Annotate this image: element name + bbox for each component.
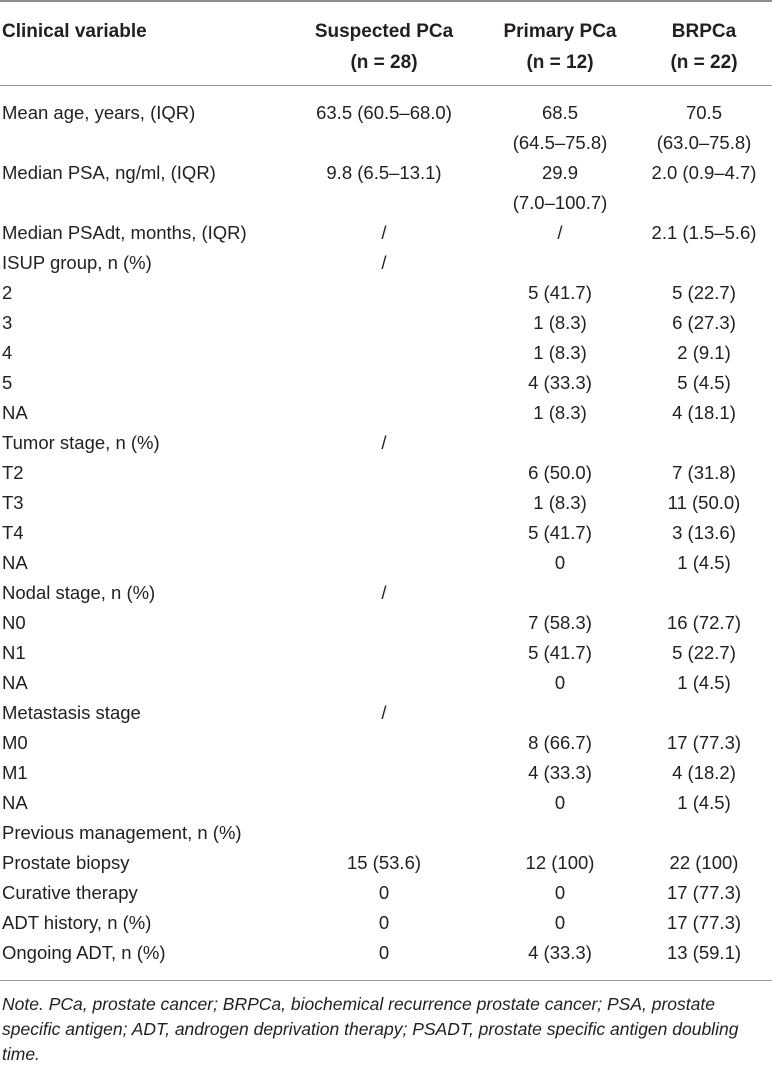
cell-suspected [296,908,472,938]
cell-brpca [636,668,772,698]
table-row [0,908,772,938]
cell-suspected [296,428,472,458]
header-clinical-variable: Clinical variable [2,21,147,42]
table-row [0,608,772,638]
row-label: NA [2,792,28,813]
cell-line: 0 [554,672,566,693]
table-row [0,668,772,698]
cell-brpca [636,938,772,968]
cell-line: / [381,222,387,243]
cell-line: 3 (13.6) [672,522,736,543]
header-primary-pca: Primary PCa (n = 12) [503,21,617,73]
cell-brpca [636,98,772,158]
cell-line: / [381,252,387,273]
cell-brpca [636,548,772,578]
row-label: 2 [2,282,13,303]
cell-line: 17 (77.3) [666,912,742,933]
table-row [0,518,772,548]
table-row [0,818,772,848]
cell-primary [484,938,636,968]
table-row [0,218,772,248]
cell-primary [484,338,636,368]
cell-line: 5 (22.7) [672,282,736,303]
cell-brpca [636,338,772,368]
row-label: ADT history, n (%) [2,912,152,933]
cell-suspected [296,698,472,728]
cell-line: 5 (4.5) [677,372,731,393]
cell-line: 7 (58.3) [528,612,592,633]
cell-suspected [296,578,472,608]
cell-primary [484,878,636,908]
cell-primary [484,638,636,668]
cell-line: 5 (22.7) [672,642,736,663]
row-label: T4 [2,522,24,543]
cell-primary [484,758,636,788]
cell-primary [484,368,636,398]
cell-line: 1 (4.5) [677,792,731,813]
table-row [0,308,772,338]
cell-primary [484,218,636,248]
table-row [0,338,772,368]
row-label: M1 [2,762,28,783]
header-suspected-pca: Suspected PCa (n = 28) [314,21,454,73]
cell-line: 15 (53.6) [346,852,422,873]
cell-brpca [636,398,772,428]
cell-line: (7.0–100.7) [512,192,608,213]
row-label: Metastasis stage [2,702,141,723]
cell-suspected [296,98,472,128]
row-label: 3 [2,312,13,333]
row-label: Median PSAdt, months, (IQR) [2,222,247,243]
cell-line: 2.0 (0.9–4.7) [651,162,757,183]
cell-line: 0 [378,912,390,933]
row-label: NA [2,672,28,693]
table-row [0,98,772,158]
cell-suspected [296,848,472,878]
cell-suspected [296,878,472,908]
cell-primary [484,668,636,698]
cell-line: (63.0–75.8) [656,132,752,153]
cell-primary [484,158,636,218]
cell-line: 0 [554,792,566,813]
row-label: T2 [2,462,24,483]
cell-line: 6 (50.0) [528,462,592,483]
table-row [0,788,772,818]
cell-primary [484,548,636,578]
table-row [0,848,772,878]
cell-brpca [636,458,772,488]
table-row [0,398,772,428]
cell-line: 4 (18.1) [672,402,736,423]
cell-line: 1 (4.5) [677,672,731,693]
cell-brpca [636,368,772,398]
cell-line: 2 (9.1) [677,342,731,363]
row-label: T3 [2,492,24,513]
table-row [0,158,772,218]
table-row [0,728,772,758]
table-row [0,488,772,518]
table-bottom-rule [0,980,772,981]
cell-line: 0 [554,552,566,573]
row-label: NA [2,402,28,423]
cell-line: 6 (27.3) [672,312,736,333]
cell-primary [484,278,636,308]
cell-line: 5 (41.7) [528,282,592,303]
row-label: Tumor stage, n (%) [2,432,160,453]
cell-line: 0 [378,942,390,963]
cell-line: 63.5 (60.5–68.0) [316,102,452,123]
cell-line: 22 (100) [669,852,739,873]
table-row [0,578,772,608]
table-note: Note. PCa, prostate cancer; BRPCa, biochemical recurrence prostate cancer; PSA, prostate specific antigen; ADT, androgen deprivation therapy; PSADT, prostate specific antigen doubling time. [2,994,739,1064]
cell-line: 4 (33.3) [528,942,592,963]
row-label: 4 [2,342,13,363]
cell-brpca [636,638,772,668]
cell-line: 4 (18.2) [672,762,736,783]
row-label: Nodal stage, n (%) [2,582,156,603]
row-label: Median PSA, ng/ml, (IQR) [2,162,216,183]
cell-suspected [296,938,472,968]
table-row [0,698,772,728]
cell-primary [484,518,636,548]
cell-line: 13 (59.1) [666,942,742,963]
cell-brpca [636,218,772,248]
cell-brpca [636,878,772,908]
cell-line: 8 (66.7) [528,732,592,753]
cell-line: 4 (33.3) [528,762,592,783]
cell-line: / [381,432,387,453]
table-top-rule [0,0,772,2]
cell-line: 70.5 [685,102,722,123]
cell-line: / [381,702,387,723]
table-row [0,278,772,308]
cell-line: 1 (8.3) [533,342,587,363]
cell-line: 12 (100) [525,852,595,873]
table-row [0,758,772,788]
row-label: Curative therapy [2,882,138,903]
table-row [0,248,772,278]
cell-line: 4 (33.3) [528,372,592,393]
row-label: NA [2,552,28,573]
cell-line: 16 (72.7) [666,612,742,633]
cell-line: 1 (8.3) [533,492,587,513]
cell-primary [484,848,636,878]
cell-line: 11 (50.0) [667,492,741,513]
cell-suspected [296,218,472,248]
cell-line: 2.1 (1.5–5.6) [651,222,757,243]
row-label: 5 [2,372,13,393]
cell-primary [484,398,636,428]
row-label: Mean age, years, (IQR) [2,102,196,123]
cell-line: (64.5–75.8) [512,132,608,153]
cell-brpca [636,308,772,338]
row-label: Ongoing ADT, n (%) [2,942,166,963]
cell-primary [484,728,636,758]
cell-line: 29.9 [541,162,578,183]
cell-line: 5 (41.7) [528,642,592,663]
cell-brpca [636,608,772,638]
cell-primary [484,458,636,488]
cell-brpca [636,848,772,878]
row-label: Prostate biopsy [2,852,130,873]
cell-primary [484,308,636,338]
row-label: N1 [2,642,26,663]
row-label: M0 [2,732,28,753]
cell-primary [484,98,636,158]
table-row [0,458,772,488]
cell-line: 17 (77.3) [666,882,742,903]
cell-line: 5 (41.7) [528,522,592,543]
cell-line: 17 (77.3) [666,732,742,753]
row-label: ISUP group, n (%) [2,252,152,273]
cell-brpca [636,758,772,788]
cell-brpca [636,788,772,818]
cell-brpca [636,158,772,188]
cell-line: 0 [378,882,390,903]
row-label: N0 [2,612,26,633]
table-row [0,428,772,458]
cell-line: / [557,222,563,243]
cell-brpca [636,518,772,548]
table-row [0,938,772,968]
cell-primary [484,488,636,518]
cell-suspected [296,158,472,188]
header-rule [0,85,772,86]
cell-line: 9.8 (6.5–13.1) [326,162,442,183]
table-row [0,638,772,668]
header-brpca: BRPCa (n = 22) [670,21,738,73]
cell-line: 7 (31.8) [672,462,736,483]
cell-primary [484,788,636,818]
cell-primary [484,908,636,938]
cell-line: 68.5 [541,102,578,123]
cell-primary [484,608,636,638]
cell-suspected [296,248,472,278]
table-row [0,368,772,398]
table-body [0,98,772,968]
cell-brpca [636,488,772,518]
cell-line: 0 [554,912,566,933]
cell-line: 0 [554,882,566,903]
table-row [0,548,772,578]
row-label: Previous management, n (%) [2,822,242,843]
cell-line: 1 (4.5) [677,552,731,573]
cell-line: 1 (8.3) [533,402,587,423]
cell-line: 1 (8.3) [533,312,587,333]
cell-brpca [636,908,772,938]
cell-line: / [381,582,387,603]
cell-brpca [636,278,772,308]
table-row [0,878,772,908]
cell-brpca [636,728,772,758]
